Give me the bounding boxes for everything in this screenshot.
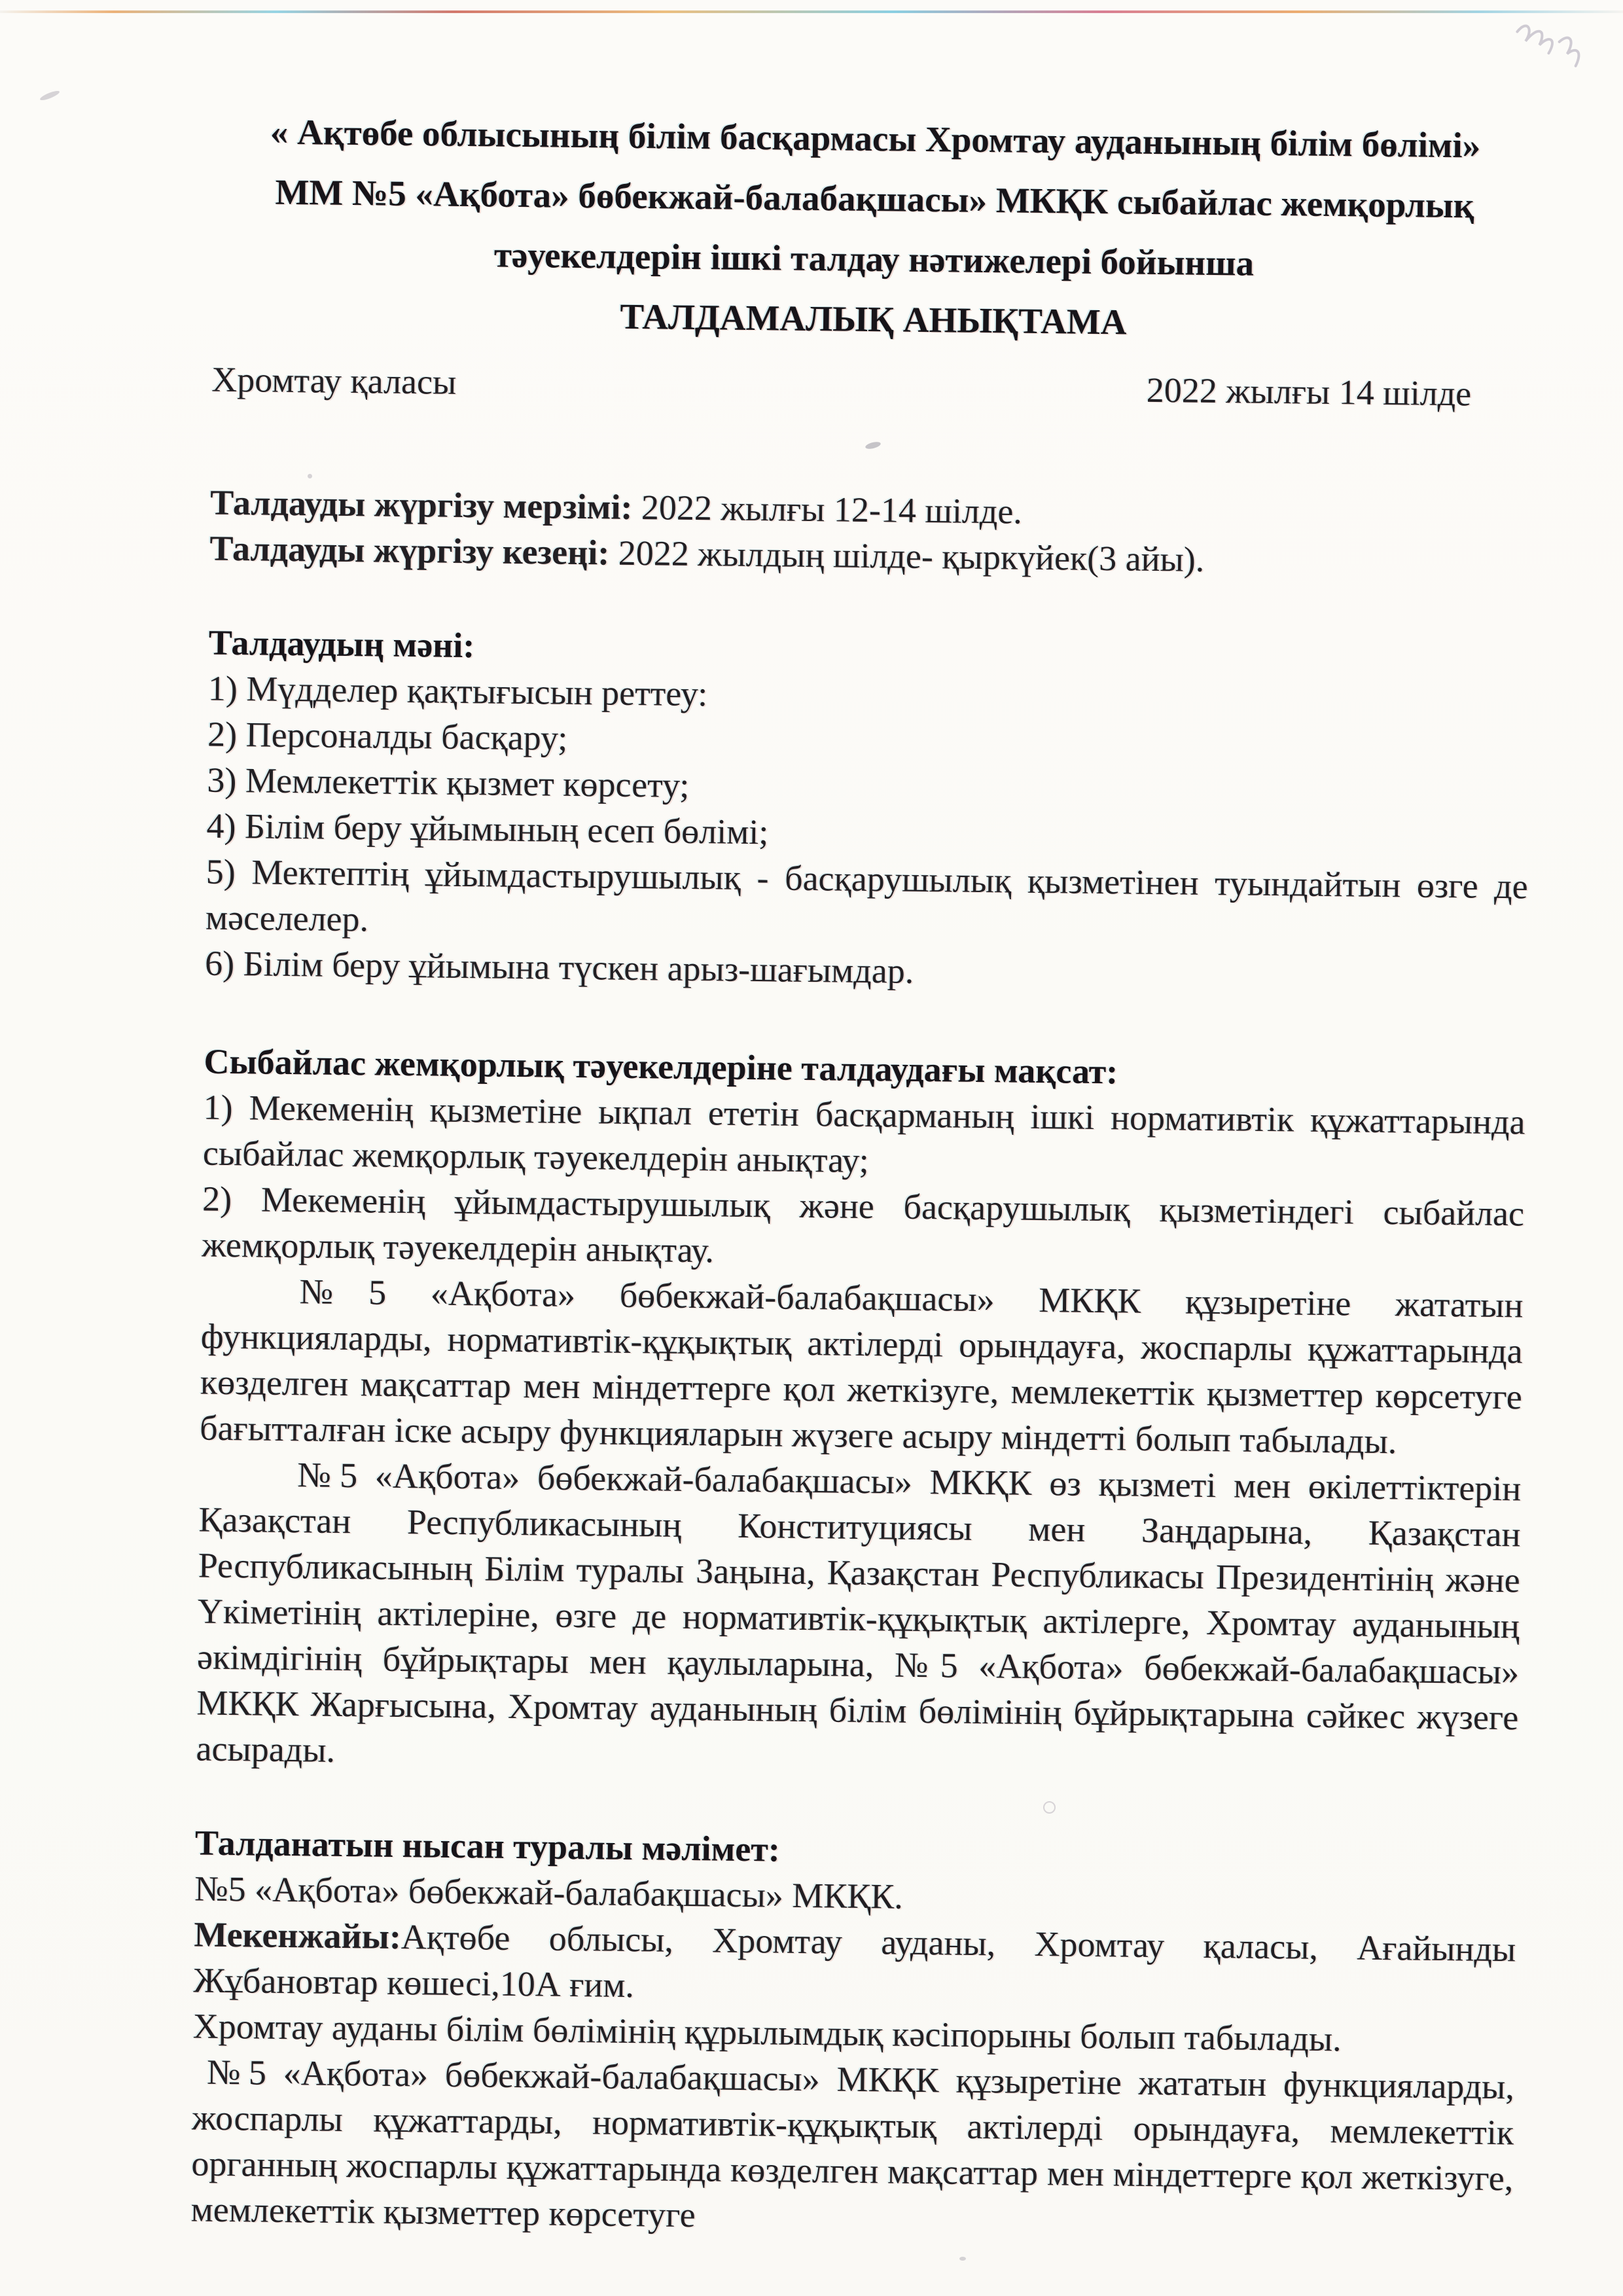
subject-item-6: 6) Білім беру ұйымына түскен арыз-шағымдар. — [204, 943, 914, 991]
subject-heading: Талдаудың мәні: — [208, 622, 475, 666]
object-paragraph: №5 «Ақбота» бөбекжай-балабақшасы» МКҚК құзыретіне жататын функцияларды, жоспарлы құжаттарды, нормативтік-құқықтық актілерді орындауға, мемлекеттік органның жоспарлы құжаттарында көзделген мақсаттар мен міндеттерге қол жеткізуге, мемлекеттік қызметтер көрсетуге — [190, 2052, 1515, 2235]
analysis-term-label: Талдауды жүргізу мерзімі: — [209, 482, 633, 527]
purpose-item-2: 2) Мекеменің ұйымдастырушылық және басқарушылық қызметіндегі сыбайлас жемқорлық тәуекелдерін анықтау. — [202, 1179, 1525, 1270]
subject-item-4: 4) Білім беру ұйымының есеп бөлімі; — [206, 806, 769, 852]
organization-name: №5 «Ақбота» бөбекжай-балабақшасы» МКҚК. — [194, 1869, 904, 1916]
address-label: Мекенжайы: — [194, 1914, 402, 1957]
address-value: Ақтөбе облысы, Хромтау ауданы, Хромтау қаласы, Ағайынды Жұбановтар көшесі,10А ғим. — [193, 1917, 1516, 2005]
city-date-row — [211, 357, 1534, 418]
object-info-section — [190, 1820, 1517, 2247]
purpose-heading: Сыбайлас жемқорлық тәуекелдеріне талдаудағы мақсат: — [204, 1041, 1118, 1092]
purpose-item-1: 1) Мекеменің қызметіне ықпал ететін басқарманың ішкі нормативтік құжаттарында сыбайлас жемқорлық тәуекелдерін анықтау; — [202, 1087, 1525, 1181]
analysis-term-value: 2022 жылғы 12-14 шілде. — [641, 488, 1023, 531]
subject-item-5: 5) Мектептің ұйымдастырушылық - басқарушылық қызметінен туындайтын өзге де мәселелер. — [205, 852, 1529, 939]
subject-item-2: 2) Персоналды басқару; — [207, 714, 568, 758]
document-title — [212, 101, 1537, 357]
object-info-heading: Талданатын нысан туралы мәлімет: — [194, 1823, 781, 1869]
purpose-paragraph-1: №5 «Ақбота» бөбекжай-балабақшасы» МКҚК құзыретіне жататын функцияларды, нормативтік-құқықтық актілерді орындауға, жоспарлы құжаттарында көзделген мақсаттар мен міндеттерге қол жеткізуге, мемлекеттік қызметтер көрсетуге бағытталған іске асыру функцияларын жүзеге асыру міндетті болып табылады. — [199, 1272, 1524, 1462]
analysis-period-label: Талдауды жүргізу кезеңі: — [209, 528, 610, 573]
purpose-paragraph-2: №5 «Ақбота» бөбекжай-балабақшасы» МКҚК өз қызметі мен өкілеттіктерін Қазақстан Республикасының Конституциясы мен Заңдарына, Қазақстан Республикасының Білім туралы Заңына, Қазақстан Республикасы Президентінің және Үкіметінің актілеріне, өзге де нормативтік-құқықтық актілерге, Хромтау ауданының әкімдігінің бұйрықтары мен қаулыларына, №5 «Ақбота» бөбекжай-балабақшасы» МКҚК Жарғысына, Хромтау ауданының білім бөлімінің бұйрықтарына сәйкес жүзеге асырады. — [196, 1455, 1522, 1770]
subject-item-1: 1) Мүдделер қақтығысын реттеу: — [207, 668, 708, 714]
title-line-2: ММ №5 «Ақбота» бөбекжай-балабақшасы» МКҚК сыбайлас жемқорлық — [275, 171, 1474, 226]
address-line — [193, 1911, 1516, 2018]
purpose-section — [196, 1039, 1526, 1787]
city-label: Хромтау қаласы — [211, 359, 457, 402]
document-date: 2022 жылғы 14 шілде — [1146, 370, 1472, 414]
analysis-dates-block — [209, 480, 1532, 586]
document-type-heading: ТАЛДАМАЛЫҚ АНЫҚТАМА — [620, 296, 1127, 342]
title-line-1: « Ақтөбе облысының білім басқармасы Хромтау ауданының білім бөлімі» — [270, 111, 1481, 166]
subject-item-3: 3) Мемлекеттік қызмет көрсету; — [207, 760, 690, 805]
subject-section — [205, 620, 1531, 1001]
structure-line: Хромтау ауданы білім бөлімінің құрылымдық кәсіпорыны болып табылады. — [192, 2006, 1342, 2059]
analysis-period-value: 2022 жылдың шілде- қыркүйек(3 айы). — [618, 533, 1205, 579]
title-line-3: тәуекелдерін ішкі талдау нәтижелері бойынша — [493, 234, 1255, 283]
